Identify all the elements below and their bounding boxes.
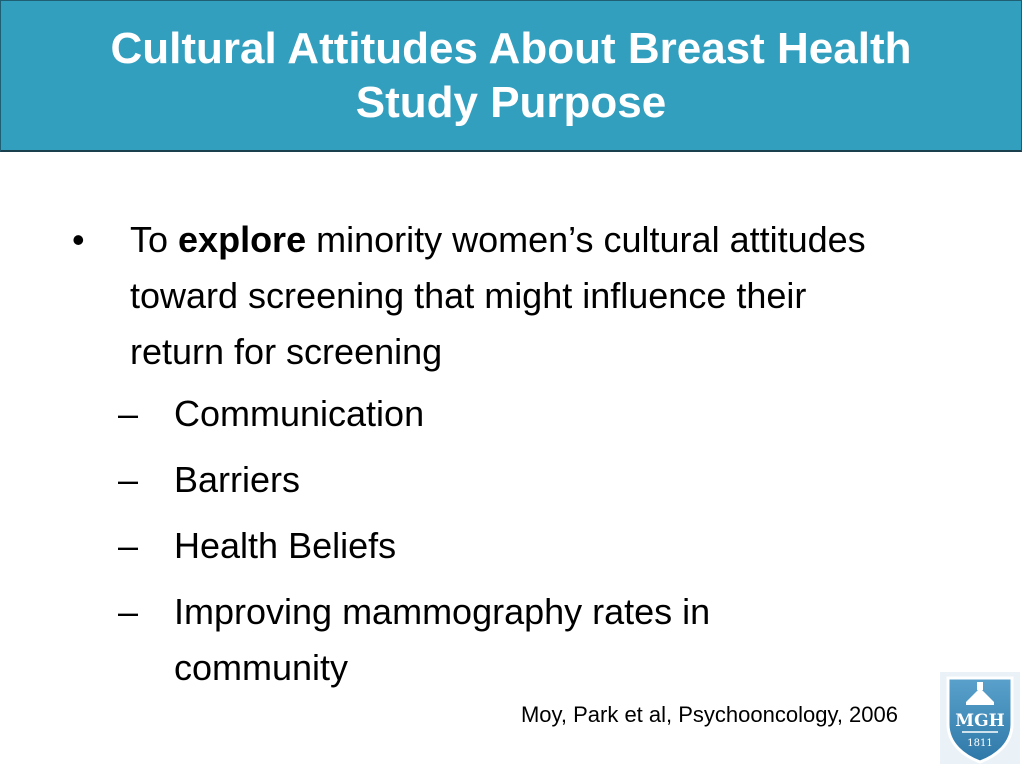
svg-text:MGH: MGH — [955, 711, 1005, 731]
mgh-logo — [940, 672, 1020, 764]
sub-item-label: Communication — [174, 393, 425, 434]
sub-item-label: Health Beliefs — [174, 525, 397, 566]
bullet-prefix: To — [130, 219, 179, 260]
bullet-body: minority women’s cultural attitudes toward screening that might influence their return for screening — [130, 219, 866, 372]
sub-item-label: Improving mammography rates in community — [174, 591, 711, 688]
bullet-emphasis: explore — [178, 219, 307, 260]
bullet-text — [130, 212, 910, 380]
slide-title: Cultural Attitudes About Breast Health — [110, 23, 912, 73]
bullet-marker: • — [72, 219, 85, 260]
sub-item-label: Barriers — [174, 459, 301, 500]
slide-subtitle: Study Purpose — [355, 77, 667, 127]
dash-marker: – — [118, 393, 139, 434]
mgh-shield-icon — [940, 672, 1020, 764]
dash-marker: – — [118, 525, 139, 566]
citation: Moy, Park et al, Psychooncology, 2006 — [520, 702, 898, 727]
dash-marker: – — [118, 459, 139, 500]
svg-text:1811: 1811 — [967, 738, 993, 749]
dash-marker: – — [118, 591, 139, 632]
